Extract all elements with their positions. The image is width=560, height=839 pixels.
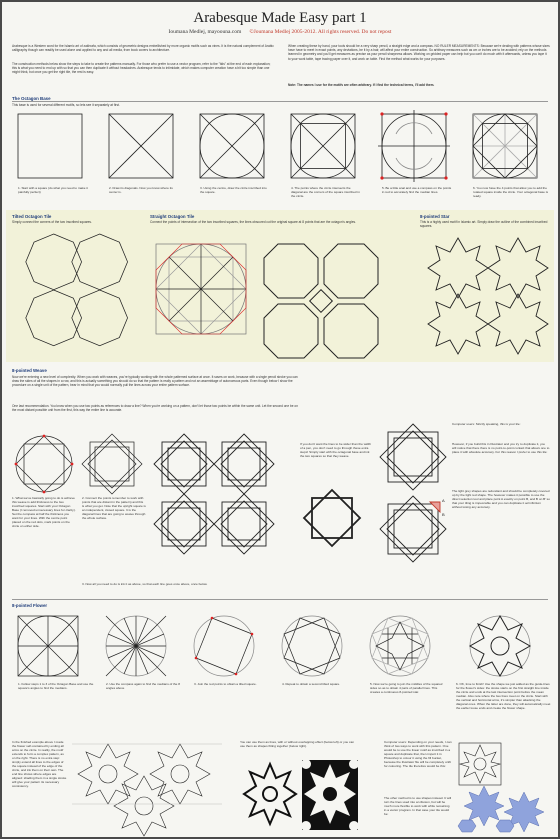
flower-bottom-mid-note: You can use them as lines, with or without overlapping effect (below left) or you can use them as shapes fitting together (below right). (240, 740, 355, 748)
flower-pattern-unit-3 (114, 776, 174, 836)
weave-side-note-2: However, if you build this in Illustrator and you try to duplicate it, you will notice that there there is no point-to-point contact that allows one to place it with absolute accuracy. For this reason I prefer to use this tile: (452, 442, 550, 454)
flower-tile-shapes-figure (454, 784, 554, 836)
flower-caption-4: 4. Repeat to obtain a second tilted square. (282, 682, 341, 686)
weave-preferred-tile-figure (378, 494, 448, 564)
weave-caption-3: 3. Now all you need to do is ink it as above, so that each line goes once above, once below. (82, 582, 208, 586)
weave-strict-tile-figure (378, 422, 448, 492)
copyright-line: ©Joumana Medlej 2005-2012. All rights reserved. Do not repost (249, 29, 392, 35)
tilted-octagon-heading: Tilted Octagon Tile (12, 214, 52, 219)
flower-steps (16, 614, 548, 680)
tilted-octagon-tile-3 (26, 290, 82, 346)
star-3 (428, 294, 488, 354)
octagon-step-4-figure (291, 114, 355, 178)
octagon-step-1-figure (18, 114, 82, 178)
octagon-caption-1: 1. Start with a square (do what you need to make it painfully perfect) (18, 186, 88, 194)
flower-step-1-figure (18, 616, 78, 676)
octagon-step-6-figure (473, 114, 537, 178)
octagon-caption-6: 6. You now have the 4 points that allow you to add the rotated square inside the circle. Your octagonal base is ready. (473, 186, 548, 198)
weave-side-note-1: Computer users: Strictly speaking, this is your tile: (452, 422, 521, 426)
flower-pattern-unit-1 (78, 744, 138, 804)
tilted-octagon-tile-2 (72, 234, 128, 290)
divider (12, 599, 548, 600)
intro-left-1: Arabesque is a Western word for the Islamic art of zakhrafa, which consists of geometric designs embellished by more organic motifs such as vines. It is the natural complement of Arabic calligraphy though can readily be used alone and applied to any and all media, from book covers to architecture. (12, 44, 274, 53)
flower-pattern-unit-2 (150, 744, 210, 804)
weave-step-2-figure (82, 434, 142, 494)
octagon-caption-5: 5. Be a little anal and use a compass on the points in red to accurately find the median lines. (382, 186, 452, 194)
poster-sheet (2, 2, 558, 837)
flower-tile-lines-figure (458, 742, 502, 786)
octagon-caption-4: 4. The points where the circle intersects the diagonal are the corners of the square inscribed in the circle. (291, 186, 360, 198)
tilted-octagon-tile-4 (72, 290, 128, 346)
blue-octagon-1 (496, 820, 514, 832)
weave-description: Now we're entering a new level of complexity. When you work with weaves, you're typically working with the whole patterned surface at once. It saves on work, because with a single pencil stroke you can draw the sides of all the shapes in a row, and this is actually something you should do so that the pattern is really a pattern and not an assemblage of autonomous parts. Even though below I show the procedure on a single unit of the pattern, bear in mind that you would normally pull the lines across your entire pattern surface. (12, 375, 298, 388)
star-1 (428, 238, 488, 298)
flower-caption-1: 1. Follow steps 1 to 3 of the Octagon Base and use the square's angles to find the medians. (18, 682, 94, 690)
flower-bottom-right-note-1: Computer users: Depending on your needs, I can think of two ways to work with this pattern. One would be to use the linear motif as inscribed in a square and duplicate that, then import it in Photoshop to colour it using the fill bucket, because the illustrator file will be completely unfit for colouring. The tile therefore would be this: (384, 740, 452, 768)
page-title: Arabesque Made Easy part 1 (193, 10, 367, 26)
flower-bottom-right-note-2: The other method is to use shapes instead. It will turn the lines used into an illusion, but will be much more flexible to work with while remaining in a vector program. In that case your tile would be: (384, 796, 452, 816)
straight-octagon-construction (156, 244, 246, 334)
weave-description-2: One last recommendation. You know when you use two points as references to draw a line? When you're working on a pattern, don't let those two points be within the same unit. Let the second one be on the most distant possible unit from the first, this way the entire line is accurate. (12, 404, 298, 413)
star-description: This is a highly used motif in Islamic art. Simply draw the outline of the combined inscribed squares. (420, 220, 548, 229)
flower-heading: 8-pointed Flower (12, 603, 48, 608)
flower-caption-2: 2. Use the compass again to find the medians of the 8 angles above (106, 682, 180, 690)
straight-octagon-description: Connect the points of intersection of the two inscribed squares, the lines obscured cut the original square at 8 points that are the octagon's angles. (150, 220, 356, 224)
weave-heading: 8-pointed Weave (12, 368, 47, 373)
octagon-step-3-figure (200, 114, 264, 178)
star-tiling-figure (428, 234, 548, 354)
straight-octagon-heading: Straight Octagon Tile (150, 214, 195, 219)
weave-unit-4 (214, 494, 274, 554)
label-a: A (442, 498, 445, 503)
label-b: B (442, 512, 445, 517)
flower-caption-5: 5. Now we're going to join the middles of the squares' sides so as to obtain 4 pairs of parallel lines. This creates a continuous 8-pointed star. (370, 682, 444, 694)
octagon-caption-3: 3. Using the centre, draw the circle inscribed into the square. (200, 186, 267, 194)
star-4 (488, 294, 548, 354)
octagon-caption-2: 2. Draw its diagonals. Now you know where its center is. (109, 186, 173, 194)
weave-caption-2: 2. Connect the points remember to work with points that are distant in the pattern) and this is what you get. Note that the upright square is an independent, closed square. It is the diagonal lines that are going to weave through the whole surface. (82, 496, 146, 520)
flower-step-6-figure (470, 616, 530, 676)
flower-step-3-figure (194, 616, 254, 676)
weave-step-1-figure (14, 434, 74, 494)
weave-unit-1 (154, 434, 214, 494)
weave-mid-note: If you don't want the lines to be wider than the width of a pen, you don't need to go through these extra steps! Simply start with the octagonal base and ink the two squares so that they weave. (300, 442, 371, 458)
flower-caption-3: 3. Join the red points to obtain a tilted square. (194, 682, 257, 686)
intro-right-note: Note: The names I use for the motifs are often arbitrary. If I find the technical terms, I'll add them. (288, 83, 435, 87)
flower-line-variant (242, 760, 298, 830)
straight-octagon-figures (152, 234, 402, 354)
flower-step-4-figure (282, 616, 342, 676)
author-line: Ioumana Medlej, mayoouna.com (168, 29, 242, 35)
tilted-octagon-tile-1 (26, 234, 82, 290)
flower-caption-6: 6. OK, time to finish! Use the shape we just added as the guide-lines for the flower's sides: the stroke starts on the first straight line inside the circle and ends at the last intersection point before the mean median. Also note where the two lines meet on the circle. Start with the vertical and horizontal arms, it's simpler than attacking the diagonal ones. When the latter are done, they will automatically meet the earlier loose ends and create the flower shape. (456, 682, 551, 710)
weave-unit-2 (214, 434, 274, 494)
octagon-base-steps (18, 114, 548, 184)
octagon-base-description: This base is used for several different motifs, so lets see it separately at first. (12, 103, 120, 107)
straight-octagon-tiling (264, 244, 378, 358)
intro-right-1: When creating these by hand, your tools should be a very sharp pencil, a straight edge and a compass. NO RULER MEASUREMENTS: Because we're dealing with patterns whose sizes have have to meet in exact points, any deviations, be it by a hair, will affect your entire construction. So arbitrary measures such as cm or inches are to be avoided; rely on the methods learned in geometry and you'll get measures as precise as your pencil sharpness allows. Working on gridded paper can help but you can't do much with it afterwards, unless you tape it to your work table, tape tracing paper over it, and work on table. Find the method what works for your purposes. (288, 44, 550, 61)
weave-caption-1: 1. What we've basically going to do is achieve this weave is add thickness to the two inscribed squares. Start with your Octagon Base (I removed unnecessary lines for clarity). Set the compass at half the thickness you want for your lines. With the centre point placed on the red dots, mark points on the circle on either side. (12, 496, 76, 528)
octagon-step-5-figure (378, 110, 450, 182)
tilted-octagon-figure (24, 234, 120, 352)
flower-step-2-figure (106, 616, 166, 676)
tilted-octagon-description: Simply connect the corners of the two inscribed squares. (12, 220, 92, 224)
weave-pattern-figure (154, 434, 274, 554)
octagon-base-heading: The Octagon Base (12, 96, 51, 101)
flower-bottom-left-note: In the finished example above I made the flower self-contained by ending all arms on the circle. In reality, the motif extends to form a complex pattern, as on the right. There is no extra step: simply extend all lines to the edges of the square instead of the edge of the circle, and ink them on their own. The end line shows where edges are aligned: shading them in a single stroke will give your pattern its necessary consistency. (12, 740, 67, 788)
flower-shape-variant (302, 760, 358, 830)
flower-extended-pattern (72, 742, 222, 836)
star-heading: 8-pointed Star (420, 214, 450, 219)
star-2 (488, 238, 548, 298)
weave-simple-figure (302, 488, 362, 548)
octagon-step-2-figure (109, 114, 173, 178)
page-subtitle (2, 29, 558, 35)
weave-unit-3 (154, 494, 214, 554)
divider (12, 101, 548, 102)
blue-octagon-2 (458, 820, 476, 832)
intro-left-2: The construction methods below show the steps to take to create the patterns manually. For those who prefer to use a vector program, refer to the "tids" at the end of each explanation; this is what you need to end up with so that you can then duplicate it without headaches. Arabesque tends to intimidate, which makes computer creation have a bit too simple than one might think, but once you get the right tile, the rest is easy. (12, 62, 271, 75)
flower-step-5-figure (370, 616, 430, 676)
weave-side-note-3: The light grey shapes are redundant and should be completely covered up by the light red shape. The however makes it possible to use the direct selection tool and place point A exactly on point B, and B on B' so that your tiling is impeccable and you can duplicate it ad infinitum without losing any accuracy. (452, 489, 550, 509)
